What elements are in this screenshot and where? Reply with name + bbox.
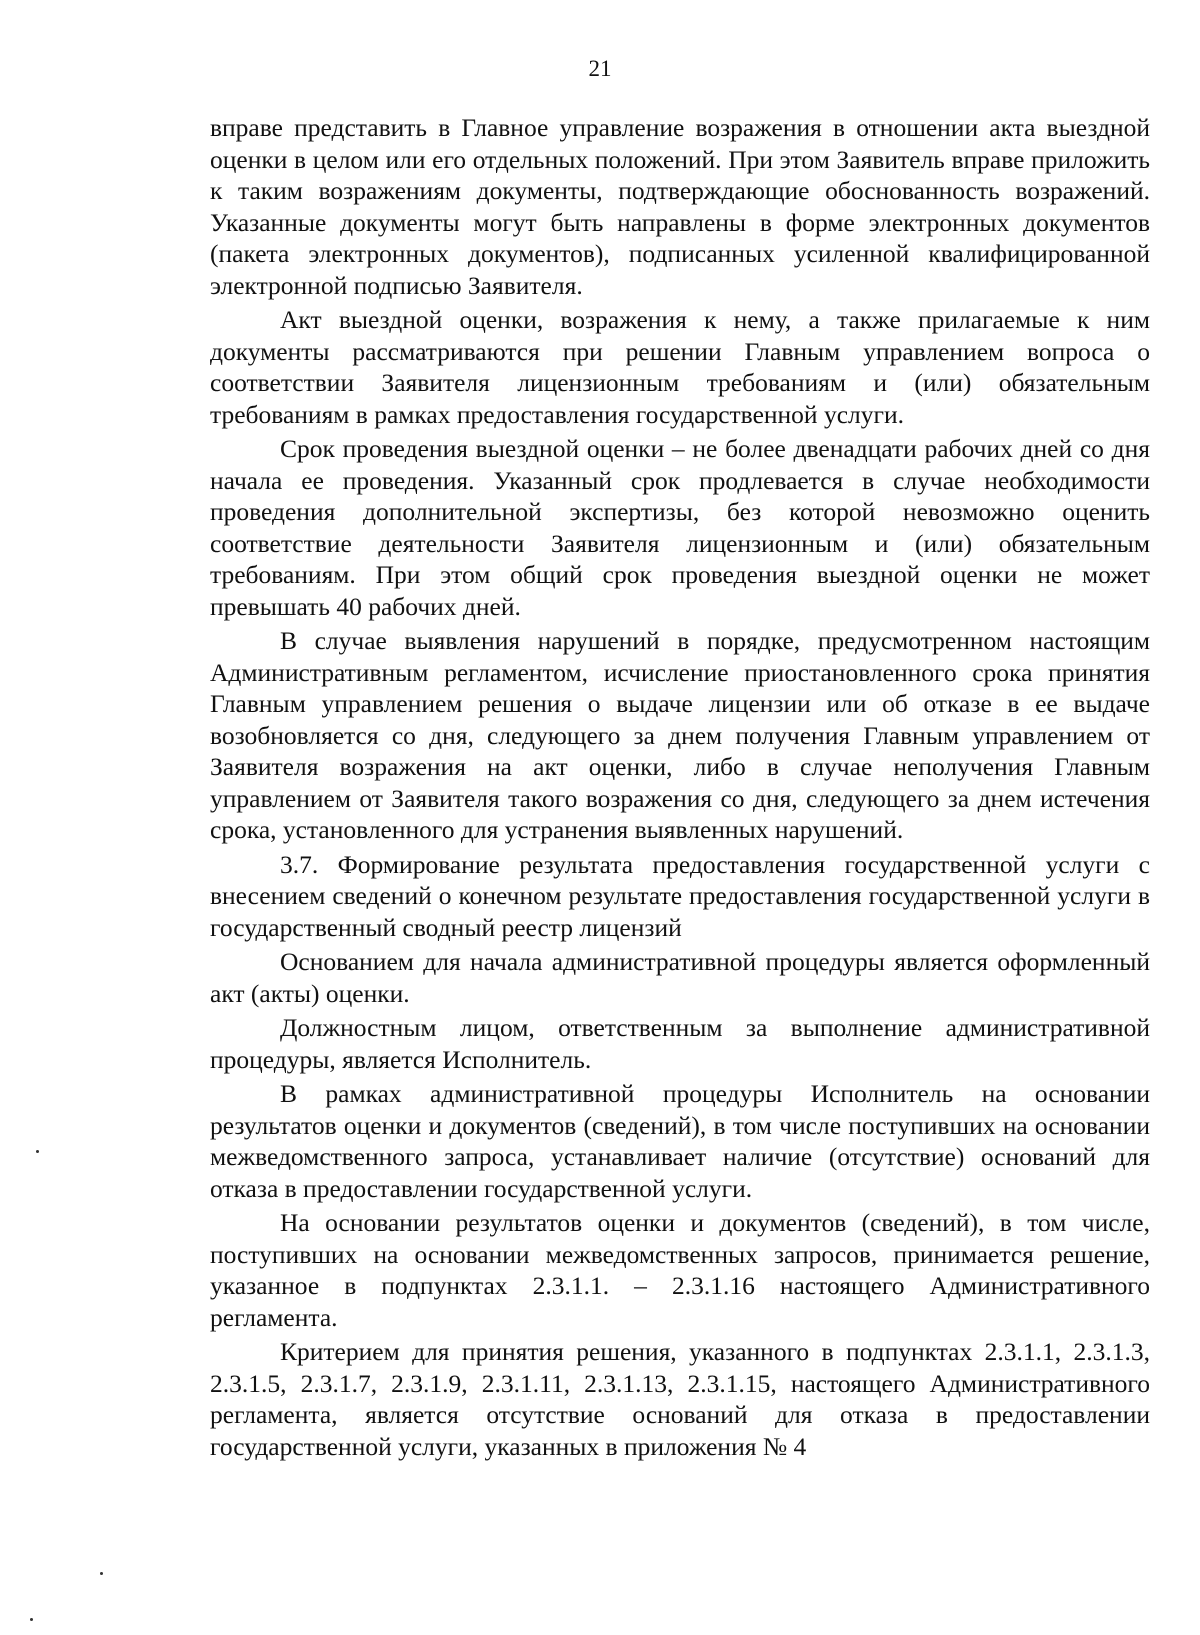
paragraph-assessment-term: Срок проведения выездной оценки – не более двенадцати рабочих дней со дня начала ее проведения. Указанный срок продлевается в случае необходимости проведения дополнительной экспертизы, без которой невозможно оценить соответствие деятельности Заявителя лицензионным и (или) обязательным требованиям. При этом общий срок проведения выездной оценки не может превышать 40 рабочих дней. — [210, 434, 1150, 621]
paragraph-procedure-basis: Основанием для начала административной процедуры является оформленный акт (акты) оценки. — [210, 947, 1150, 1008]
paragraph-decision-basis: На основании результатов оценки и документов (сведений), в том числе, поступивших на основании межведомственных запросов, принимается решение, указанное в подпунктах 2.3.1.1. – 2.3.1.16 настоящего Административного регламента. — [210, 1208, 1150, 1332]
document-body — [210, 112, 1150, 1462]
paragraph-violations-term: В случае выявления нарушений в порядке, предусмотренном настоящим Административным регламентом, исчисление приостановленного срока принятия Главным управлением решения о выдаче лицензии или об отказе в ее выдаче возобновляется со дня, следующего за днем получения Главным управлением от Заявителя возражения на акт оценки, либо в случае неполучения Главным управлением от Заявителя такого возражения со дня, следующего за днем истечения срока, установленного для устранения выявленных нарушений. — [210, 626, 1150, 844]
section-heading-3-7: 3.7. Формирование результата предоставления государственной услуги с внесением сведений о конечном результате предоставления государственной услуги в государственный сводный реестр лицензий — [210, 849, 1150, 942]
paragraph-act-consideration: Акт выездной оценки, возражения к нему, а также прилагаемые к ним документы рассматриваются при решении Главным управлением вопроса о соответствии Заявителя лицензионным требованиям и (или) обязательным требованиям в рамках предоставления государственной услуги. — [210, 305, 1150, 429]
paragraph-responsible-official: Должностным лицом, ответственным за выполнение административной процедуры, является Исполнитель. — [210, 1013, 1150, 1074]
scan-speck — [30, 1618, 33, 1621]
paragraph-procedure-scope: В рамках административной процедуры Исполнитель на основании результатов оценки и документов (сведений), в том числе поступивших на основании межведомственного запроса, устанавливает наличие (отсутствие) оснований для отказа в предоставлении государственной услуги. — [210, 1079, 1150, 1203]
scan-speck — [36, 1150, 39, 1153]
scan-speck — [100, 1572, 103, 1575]
page-number: 21 — [588, 56, 612, 81]
paragraph-objections-right: вправе представить в Главное управление возражения в отношении акта выездной оценки в целом или его отдельных положений. При этом Заявитель вправе приложить к таким возражениям документы, подтверждающие обоснованность возражений. Указанные документы могут быть направлены в форме электронных документов (пакета электронных документов), подписанных усиленной квалифицированной электронной подписью Заявителя. — [210, 113, 1150, 300]
paragraph-decision-criterion: Критерием для принятия решения, указанного в подпунктах 2.3.1.1, 2.3.1.3, 2.3.1.5, 2.3.1.7, 2.3.1.9, 2.3.1.11, 2.3.1.13, 2.3.1.15, настоящего Административного регламента, является отсутствие оснований для отказа в предоставлении государственной услуги, указанных в приложения № 4 — [210, 1337, 1150, 1461]
